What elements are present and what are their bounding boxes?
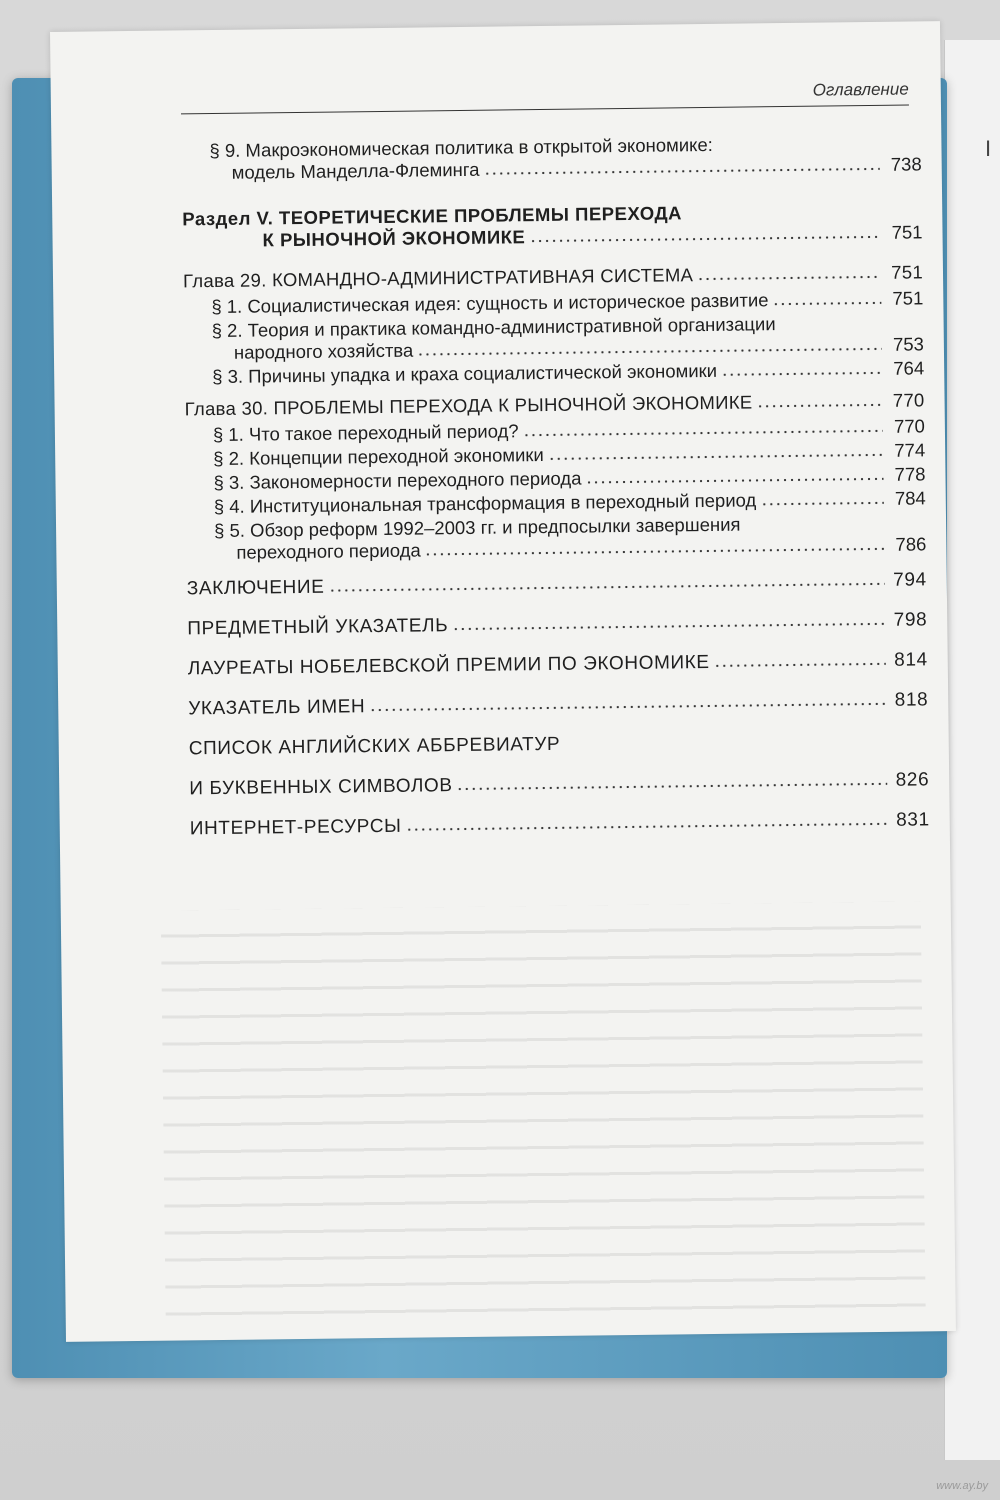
toc-entry-label: ИНТЕРНЕТ-РЕСУРСЫ [189, 815, 402, 840]
toc-entry [188, 689, 928, 720]
toc-page-number: 764 [893, 357, 925, 379]
toc-entry-label: § 1. Что такое переходный период? [212, 420, 519, 446]
toc-page-number: 751 [892, 287, 924, 309]
dot-leader [548, 453, 883, 461]
toc-page-number: 831 [896, 809, 930, 831]
dot-leader [523, 429, 883, 437]
toc-page-number: 778 [894, 463, 926, 485]
toc-entry-label-line1: СПИСОК АНГЛИЙСКИХ АББРЕВИАТУР [188, 733, 561, 760]
toc-entry-label: § 1. Социалистическая идея: сущность и историческое развитие [211, 289, 769, 318]
show-through-text [161, 901, 926, 1330]
dot-leader [483, 167, 879, 176]
toc-entry-label: § 3. Причины упадка и краха социалистической экономики [212, 359, 718, 388]
toc-entry-label: Глава 30. ПРОБЛЕМЫ ПЕРЕХОДА К РЫНОЧНОЙ ЭКОНОМИКЕ [184, 391, 753, 420]
toc-entry [190, 809, 930, 840]
toc-page-number: 774 [894, 439, 926, 461]
toc-entry-label: § 3. Закономерности переходного периода [213, 467, 582, 494]
toc-entry [182, 199, 922, 252]
toc-entry-label: § 4. Институциональная трансформация в переходный период [213, 489, 757, 518]
running-head: Оглавление [181, 80, 909, 115]
toc-entry-label: переходного периода [236, 539, 421, 563]
toc-page-number: 818 [894, 689, 929, 711]
dot-leader [714, 662, 886, 668]
toc-entry-label-line1: § 5. Обзор реформ 1992–2003 гг. и предпосылки завершения [213, 513, 741, 542]
toc-entry-label: И БУКВЕННЫХ СИМВОЛОВ [189, 775, 453, 800]
toc-entry [189, 729, 930, 800]
dot-leader [760, 501, 884, 507]
toc-entry-label-line1: § 2. Теория и практика командно-административной организации [211, 313, 776, 342]
book-page [50, 21, 956, 1342]
toc-entry-label: К РЫНОЧНОЙ ЭКОНОМИКЕ [262, 226, 526, 251]
dot-leader [452, 622, 885, 631]
toc-entry-label: § 2. Концепции переходной экономики [213, 443, 544, 470]
toc-entry-label: ЗАКЛЮЧЕНИЕ [186, 576, 325, 600]
dot-leader [721, 371, 882, 377]
dot-leader [529, 235, 880, 243]
dot-leader [417, 347, 882, 357]
dot-leader [773, 301, 882, 306]
toc-page-number: 751 [891, 221, 923, 243]
toc-entry [187, 609, 927, 640]
dot-leader [406, 822, 888, 832]
toc-entry [184, 311, 924, 364]
toc-page-number: 798 [893, 609, 928, 631]
toc-page-number: 751 [891, 261, 924, 283]
toc-page-number: 814 [894, 649, 928, 671]
toc-page-number: 784 [894, 487, 926, 509]
toc-page-number: 770 [893, 415, 926, 437]
dot-leader [369, 702, 886, 712]
toc-entry-label: народного хозяйства [233, 339, 414, 363]
toc-entry-label-line1: § 9. Макроэкономическая политика в открытой экономике: [209, 133, 713, 162]
toc-entry-label-line1: Раздел V. ТЕОРЕТИЧЕСКИЕ ПРОБЛЕМЫ ПЕРЕХОДА [182, 202, 683, 230]
toc-entry [187, 569, 927, 600]
dot-leader [757, 403, 883, 409]
toc-entry-label: ПРЕДМЕТНЫЙ УКАЗАТЕЛЬ [187, 615, 449, 640]
toc-page-number: 786 [895, 533, 927, 555]
toc-page-number: 770 [892, 389, 925, 411]
dot-leader [585, 477, 883, 485]
dot-leader [457, 782, 888, 791]
dot-leader [697, 275, 881, 281]
facing-page-fragment: I [985, 136, 992, 161]
dot-leader [328, 582, 884, 593]
dot-leader [425, 547, 885, 557]
toc-entry-label: модель Манделла-Флеминга [231, 158, 480, 183]
toc-page-number: 826 [895, 769, 930, 791]
toc-page-number: 794 [893, 569, 927, 591]
toc-entry [188, 649, 928, 680]
toc-entry [186, 511, 926, 564]
watermark: www.ay.by [936, 1480, 988, 1492]
toc-page-number: 738 [890, 153, 922, 175]
toc-entry [181, 131, 921, 184]
toc-page-number: 753 [892, 333, 925, 355]
toc-entry-label: Глава 29. КОМАНДНО-АДМИНИСТРАТИВНАЯ СИСТЕМА [182, 264, 694, 292]
toc-entry-label: ЛАУРЕАТЫ НОБЕЛЕВСКОЙ ПРЕМИИ ПО ЭКОНОМИКЕ [187, 651, 710, 680]
toc-entry-label: УКАЗАТЕЛЬ ИМЕН [188, 696, 366, 720]
table-of-contents [181, 121, 930, 840]
